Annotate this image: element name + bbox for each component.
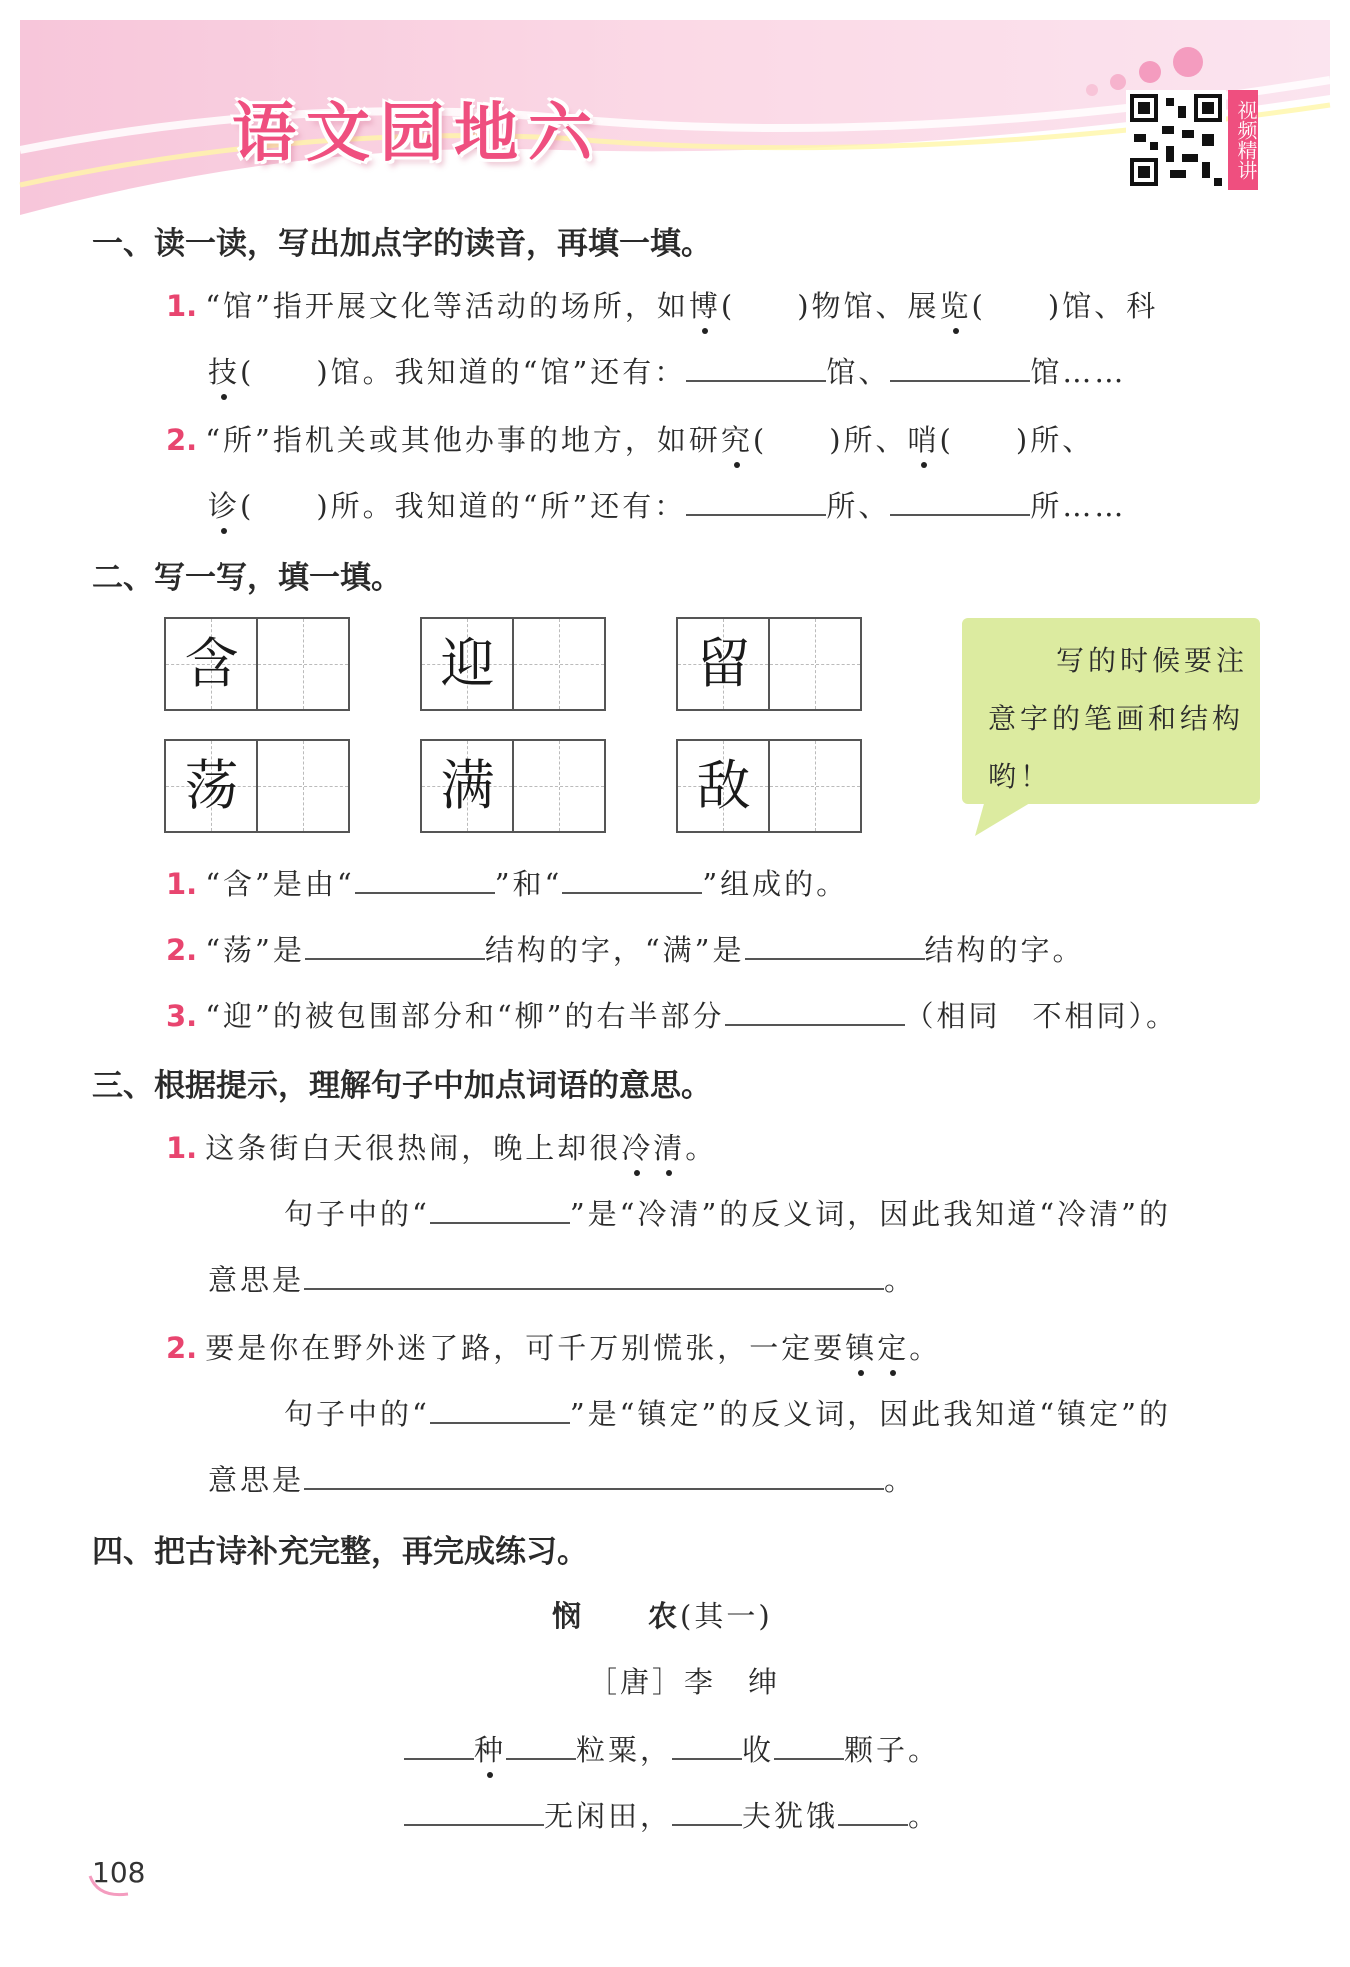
empty-writing-cell[interactable] [768, 619, 860, 709]
empty-writing-cell[interactable] [512, 741, 604, 831]
writing-grid[interactable] [420, 739, 606, 833]
poem-blank[interactable] [404, 1800, 544, 1826]
qr-code-icon[interactable] [1126, 90, 1226, 190]
answer-blank[interactable] [686, 356, 826, 382]
answer-blank[interactable] [686, 490, 826, 516]
grid-char: 敌 [696, 754, 751, 817]
tip-bubble-tail [975, 800, 1045, 840]
writing-grid[interactable] [164, 617, 350, 711]
poem-title-line [552, 1594, 773, 1635]
s3-q1-line1: 1. 这条街白天很热闹，晚上却很冷清。 [166, 1131, 718, 1165]
poem-blank[interactable] [838, 1800, 908, 1826]
page-title: 语文园地六 [232, 97, 602, 171]
poem-author: ［唐］李 绅 [588, 1665, 781, 1699]
s1-q2-line2: 诊( )所。我知道的“所”还有： 所、 所…… [208, 489, 1127, 523]
s1-q2-line1: 2. “所”指机关或其他办事的地方，如研究( )所、哨( )所、 [166, 423, 1095, 457]
s2-q3: 3. “迎”的被包围部分和“柳”的右半部分 （相同 不相同）。 [166, 999, 1179, 1033]
s3-q1-line2: 句子中的“ ”是“冷清”的反义词，因此我知道“冷清”的 [284, 1197, 1171, 1231]
grid-char: 留 [696, 632, 751, 695]
page-number: 108 [92, 1856, 146, 1889]
empty-writing-cell[interactable] [768, 741, 860, 831]
writing-grid[interactable] [420, 617, 606, 711]
answer-blank[interactable] [430, 1198, 570, 1224]
s2-q1: 1. “含”是由“ ”和“ ”组成的。 [166, 867, 849, 901]
section-3-heading: 三、根据提示，理解句子中加点词语的意思。 [92, 1068, 712, 1104]
writing-grid[interactable] [164, 739, 350, 833]
writing-grid[interactable] [676, 617, 862, 711]
poem-subtitle: (其一) [680, 1599, 773, 1633]
poem-blank[interactable] [506, 1734, 576, 1760]
answer-blank[interactable] [890, 490, 1030, 516]
answer-blank[interactable] [745, 934, 925, 960]
poem-blank[interactable] [774, 1734, 844, 1760]
answer-blank[interactable] [355, 868, 495, 894]
poem-line-1: 种 粒粟， 收 颗子。 [404, 1728, 940, 1769]
grid-char: 荡 [184, 754, 239, 817]
answer-blank[interactable] [430, 1398, 570, 1424]
s1-q1-line2: 技( )馆。我知道的“馆”还有： 馆、 馆…… [208, 355, 1127, 389]
s3-q1-line3: 意思是 。 [208, 1263, 917, 1297]
tip-text: 写的时候要注意字的笔画和结构哟！ [988, 644, 1249, 793]
s3-q2-line2: 句子中的“ ”是“镇定”的反义词，因此我知道“镇定”的 [284, 1397, 1171, 1431]
grid-char: 满 [440, 754, 495, 817]
poem-blank[interactable] [672, 1800, 742, 1826]
answer-blank[interactable] [890, 356, 1030, 382]
section-1-heading: 一、读一读，写出加点字的读音，再填一填。 [92, 226, 712, 262]
writing-grid[interactable] [676, 739, 862, 833]
s3-q2-line1: 2. 要是你在野外迷了路，可千万别慌张，一定要镇定。 [166, 1331, 942, 1365]
answer-blank[interactable] [305, 934, 485, 960]
poem-blank[interactable] [672, 1734, 742, 1760]
empty-writing-cell[interactable] [512, 619, 604, 709]
s3-q2-line3: 意思是 。 [208, 1463, 917, 1497]
qr-caption: 视频精讲 [1228, 90, 1258, 190]
section-2-heading: 二、写一写，填一填。 [92, 560, 402, 596]
empty-writing-cell[interactable] [256, 741, 348, 831]
poem-blank[interactable] [404, 1734, 474, 1760]
s1-q1-line1: 1. “馆”指开展文化等活动的场所，如博( )物馆、展览( )馆、科 [166, 289, 1159, 323]
answer-blank[interactable] [562, 868, 702, 894]
grid-char: 含 [184, 632, 239, 695]
empty-writing-cell[interactable] [256, 619, 348, 709]
answer-blank[interactable] [304, 1264, 884, 1290]
poem-line-2: 无闲田， 夫犹饿 。 [404, 1794, 940, 1835]
poem-title: 悯 农 [552, 1599, 681, 1633]
s2-q2: 2. “荡”是 结构的字，“满”是 结构的字。 [166, 933, 1085, 967]
section-4-heading: 四、把古诗补充完整，再完成练习。 [92, 1534, 588, 1570]
answer-blank[interactable] [304, 1464, 884, 1490]
answer-blank[interactable] [725, 1000, 905, 1026]
grid-char: 迎 [440, 632, 495, 695]
